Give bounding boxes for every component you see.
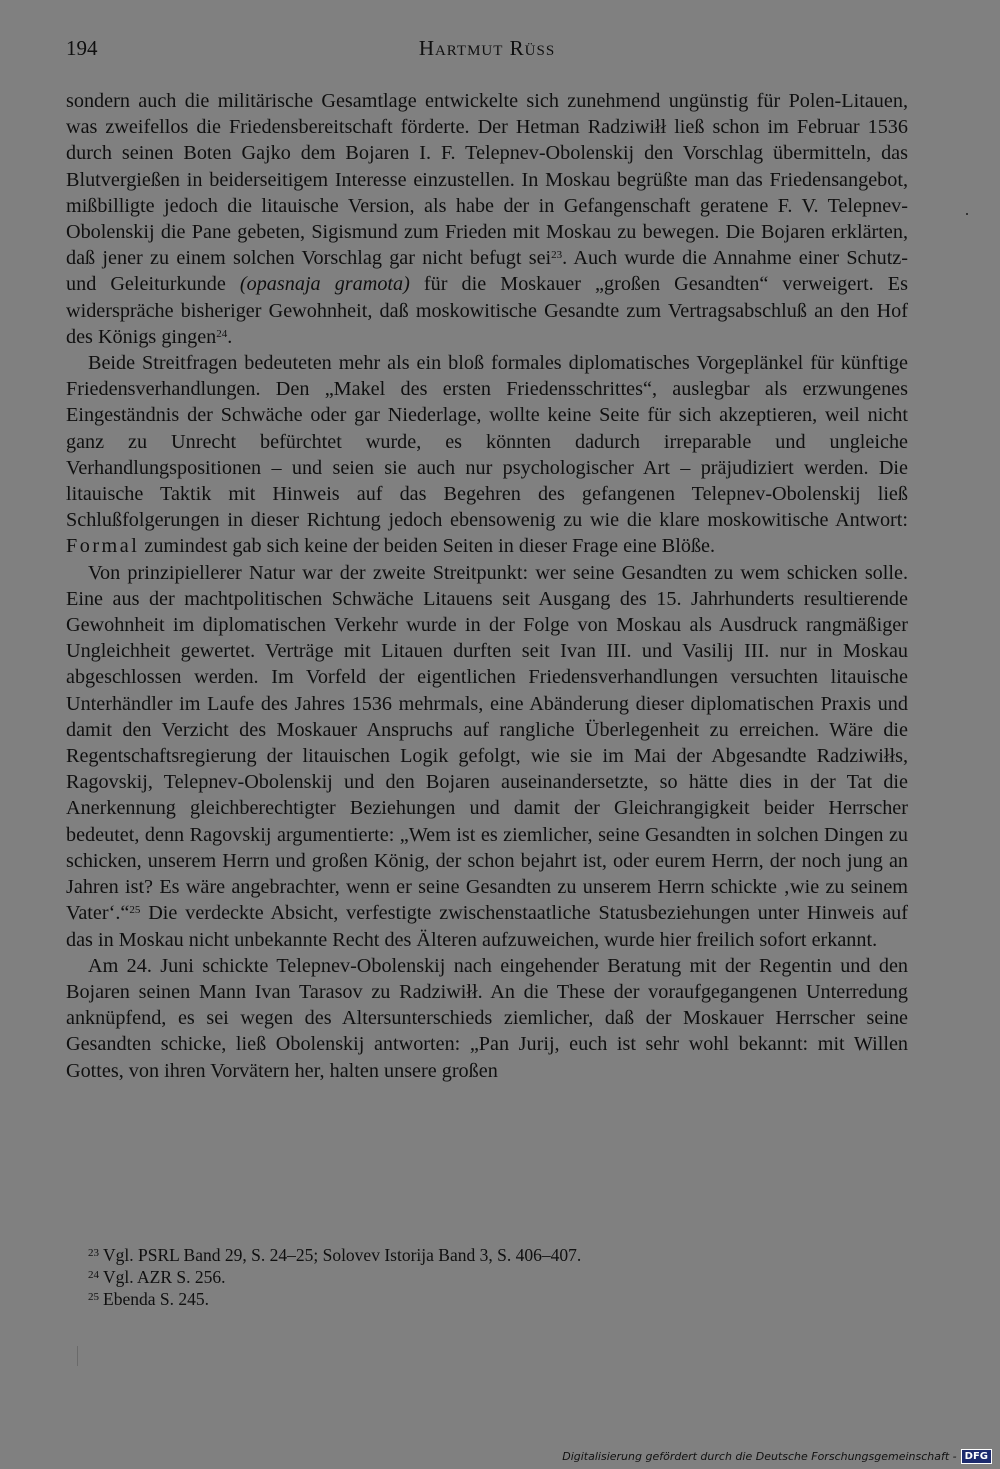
footnote-text: Ebenda S. 245. <box>103 1289 209 1309</box>
paragraph-text: Die verdeckte Absicht, verfestigte zwischenstaatliche Statusbeziehungen unter Hinweis auf das in Moskau nicht unbekannte Recht des Älteren aufzuweichen, wurde hier freilich sofort erkannt. <box>66 902 908 951</box>
dfg-logo: DFG <box>961 1449 992 1464</box>
paragraph-1 <box>66 88 908 350</box>
paragraph-text: Am 24. Juni schickte Telepnev-Obolenskij nach eingehender Beratung mit der Regentin und den Bojaren seinen Mann Ivan Tarasov zu Radziwiłł. An die These der voraufgegangenen Unterredung anknüpfend, es sei wegen des Altersunterschieds ziemlicher, daß der Moskauer Herrscher seine Gesandten schicke, ließ Obolenskij antworten: „Pan Jurij, euch ist sehr wohl bekannt: mit Willen Gottes, von ihren Vorvätern her, halten unsere großen <box>66 954 908 1082</box>
paragraph-text: Von prinzipiellerer Natur war der zweite Streitpunkt: wer seine Gesandten zu wem schicken solle. Eine aus der machtpolitischen Schwäche Litauens seit Ausgang des 15. Jahrhunderts resultierende Gewohnheit im diplomatischen Verkehr wurde in der Folge von Moskau als Ausdruck rangmäßiger Ungleichheit gewertet. Verträge mit Litauen durften seit Ivan III. und Vasilij III. nur in Moskau abgeschlossen werden. Im Vorfeld der eigentlichen Friedensverhandlungen versuchten litauische Unterhändler im Laufe des Jahres 1536 mehrmals, eine Abänderung dieser diplomatischen Praxis und damit den Verzicht des Moskauer Anspruchs auf rangliche Überlegenheit zu erreichen. Wäre die Regentschaftsregierung der litauischen Logik gefolgt, wie sie im Mai der Abgesandte Radziwiłłs, Ragovskij, Telepnev-Obolenskij und den Bojaren auseinandersetzte, so hätte dies in der Tat die Anerkennung gleichberechtigter Beziehungen und damit der Gleichrangigkeit beider Herrscher bedeutet, denn Ragovskij argumentierte: „Wem ist es ziemlicher, seine Gesandten in solchen Dingen zu schicken, unserem Herrn und großen König, der schon bejahrt ist, oder eurem Herrn, der noch jung an Jahren ist? Es wäre angebrachter, wenn er seine Gesandten zu unserem Herrn schickte ‚wie zu seinem Vater‘.“ <box>66 561 908 925</box>
paragraph-2 <box>66 350 908 560</box>
footnote-text: Vgl. PSRL Band 29, S. 24–25; Solovev Istorija Band 3, S. 406–407. <box>103 1245 582 1265</box>
footnote-ref: 25 <box>129 904 141 917</box>
page-number: 194 <box>66 36 98 60</box>
footnote-ref: 23 <box>551 249 563 262</box>
paragraph-4 <box>66 953 908 1084</box>
paragraph-text: . Auch wurde die Annahme einer Schutz- und Geleiturkunde <box>66 247 908 296</box>
footnote <box>88 1266 888 1288</box>
paragraph-text: Beide Streitfragen bedeuteten mehr als ein bloß formales diplomatisches Vorgeplänkel für künftige Friedensverhandlungen. Den „Makel des ersten Friedensschrittes“, auslegbar als erzwungenes Eingeständnis der Schwäche oder gar Niederlage, wollte keine Seite für sich akzeptieren, weil nicht ganz zu Unrecht befürchtet wurde, es könnten dadurch irreparable und ungleiche Verhandlungspositionen – und seien sie auch nur psychologischer Art – präjudiziert werden. Die litauische Taktik mit Hinweis auf das Begehren des gefangenen Telepnev-Obolenskij ließ Schlußfolgerungen in dieser Richtung jedoch ebensowenig zu wie die klare moskowitische Antwort: <box>66 352 908 532</box>
paragraph-text: für die Moskauer „großen Gesandten“ verweigert. Es widerspräche bisheriger Gewohnheit, daß moskowitische Gesandte zum Vertragsabschluß an den Hof des Königs gingen <box>66 273 908 348</box>
footnote-ref: 24 <box>216 327 228 340</box>
footnote-number: 23 <box>88 1247 99 1259</box>
page-header <box>66 36 908 62</box>
credit-text: Digitalisierung gefördert durch die Deutsche Forschungsgemeinschaft - <box>562 1449 957 1463</box>
digitization-credit <box>562 1447 992 1465</box>
footnote-number: 24 <box>88 1269 99 1281</box>
scan-speck <box>966 213 968 215</box>
footnotes <box>88 1244 888 1310</box>
scan-speck <box>77 1346 78 1366</box>
body-text <box>66 88 908 1084</box>
running-head: Hartmut Rüss <box>418 36 556 60</box>
paragraph-text: sondern auch die militärische Gesamtlage entwickelte sich zunehmend ungünstig für Polen-Litauen, was zweifellos die Friedensbereitschaft förderte. Der Hetman Radziwiłł ließ schon im Februar 1536 durch seinen Boten Gajko dem Bojaren I. F. Telepnev-Obolenskij den Vorschlag übermitteln, das Blutvergießen in beiderseitigem Interesse einzustellen. In Moskau begrüßte man das Friedensangebot, mißbilligte jedoch die litauische Version, als habe der in Gefangenschaft geratene F. V. Telepnev-Obolenskij die Pane gebeten, Sigismund zum Frieden mit Moskau zu bewegen. Die Bojaren erklärten, daß jener zu einem solchen Vorschlag gar nicht befugt sei <box>66 90 908 270</box>
paragraph-text: zumindest gab sich keine der beiden Seiten in dieser Frage eine Blöße. <box>139 535 716 558</box>
paragraph-text: . <box>227 325 233 348</box>
footnote <box>88 1244 888 1266</box>
footnote <box>88 1288 888 1310</box>
footnote-number: 25 <box>88 1291 99 1303</box>
footnote-text: Vgl. AZR S. 256. <box>103 1267 226 1287</box>
italic-term: (opasnaja gramota) <box>239 273 410 296</box>
emphasized-word: Formal <box>66 535 140 558</box>
paragraph-3 <box>66 560 908 953</box>
